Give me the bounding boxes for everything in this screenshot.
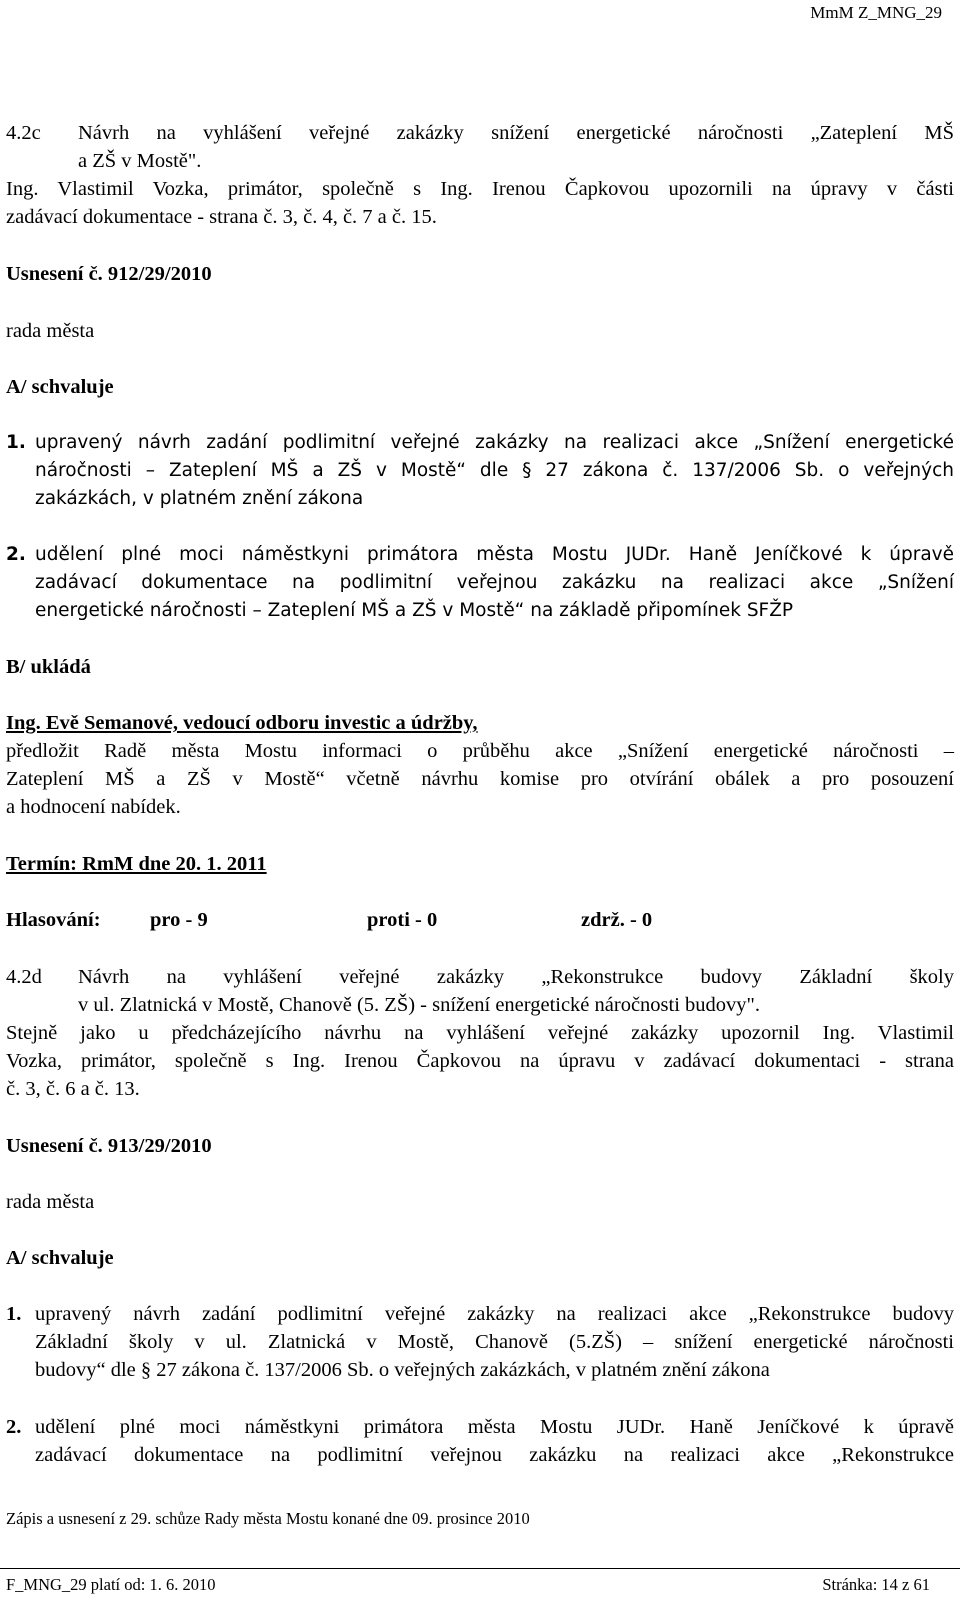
item-title-c bbox=[6, 119, 954, 175]
document-code: MmM Z_MNG_29 bbox=[810, 3, 942, 22]
resolution-number: Usnesení č. 913/29/2010 bbox=[6, 1135, 212, 1157]
point-number: 2. bbox=[6, 1416, 22, 1438]
imposes-heading: B/ ukládá bbox=[6, 656, 91, 678]
resolution-point-2 bbox=[6, 541, 954, 625]
point-line: zadávací dokumentace na podlimitní veřejnou zakázku na realizaci akce „Snížení bbox=[35, 572, 954, 593]
note-line: Stejně jako u předcházejícího návrhu na vyhlášení veřejné zakázky upozornil Ing. Vlastimil bbox=[6, 1022, 954, 1044]
footer-validity: F_MNG_29 platí od: 1. 6. 2010 bbox=[6, 1575, 216, 1594]
item-number: 4.2c bbox=[6, 122, 41, 144]
responsible-person: Ing. Evě Semanové, vedoucí odboru investic a údržby, bbox=[6, 712, 478, 734]
point-line: energetické náročnosti – Zateplení MŠ a ZŠ v Mostě“ na základě připomínek SFŽP bbox=[35, 600, 794, 621]
note-line: zadávací dokumentace - strana č. 3, č. 4, č. 7 a č. 15. bbox=[6, 206, 437, 228]
footer-divider bbox=[0, 1568, 960, 1569]
point-line: udělení plné moci náměstkyni primátora města Mostu JUDr. Haně Jeníčkové k úpravě bbox=[35, 544, 954, 565]
point-line: náročnosti – Zateplení MŠ a ZŠ v Mostě“ dle § 27 zákona č. 137/2006 Sb. o veřejných bbox=[35, 460, 954, 481]
point-line: zadávací dokumentace na podlimitní veřejnou zakázku na realizaci akce „Rekonstrukce bbox=[35, 1444, 954, 1466]
title-line: Návrh na vyhlášení veřejné zakázky snížení energetické náročnosti „Zateplení MŠ bbox=[78, 122, 954, 144]
council-label: rada města bbox=[6, 320, 95, 342]
resolution-point-1 bbox=[6, 429, 954, 513]
point-number: 1. bbox=[6, 432, 26, 453]
title-line: v ul. Zlatnická v Mostě, Chanově (5. ZŠ) - snížení energetické náročnosti budovy". bbox=[78, 994, 761, 1016]
note-line: Ing. Vlastimil Vozka, primátor, společně s Ing. Irenou Čapkovou upozornili na úpravy v části bbox=[6, 178, 954, 200]
note-line: Vozka, primátor, společně s Ing. Irenou Čapkovou na úpravu v zadávací dokumentaci - strana bbox=[6, 1050, 954, 1072]
task-line: předložit Radě města Mostu informaci o průběhu akce „Snížení energetické náročnosti – bbox=[6, 740, 954, 762]
vote-for: pro - 9 bbox=[150, 909, 208, 931]
title-line: a ZŠ v Mostě". bbox=[78, 150, 202, 172]
point-number: 1. bbox=[6, 1303, 22, 1325]
approves-heading: A/ schvaluje bbox=[6, 1247, 114, 1269]
task-line: Zateplení MŠ a ZŠ v Mostě“ včetně návrhu komise pro otvírání obálek a pro posouzení bbox=[6, 768, 954, 790]
resolution-number: Usnesení č. 912/29/2010 bbox=[6, 263, 212, 285]
approves-heading: A/ schvaluje bbox=[6, 376, 114, 398]
item-note-d bbox=[6, 1019, 954, 1103]
point-line: budovy“ dle § 27 zákona č. 137/2006 Sb. o veřejných zakázkách, v platném znění zákona bbox=[35, 1359, 770, 1381]
footer-minutes: Zápis a usnesení z 29. schůze Rady města Mostu konané dne 09. prosince 2010 bbox=[6, 1509, 530, 1528]
council-label: rada města bbox=[6, 1191, 95, 1213]
resolution-point-1 bbox=[6, 1300, 954, 1384]
note-line: č. 3, č. 6 a č. 13. bbox=[6, 1078, 140, 1100]
point-line: udělení plné moci náměstkyni primátora města Mostu JUDr. Haně Jeníčkové k úpravě bbox=[35, 1416, 954, 1438]
item-title-d bbox=[6, 963, 954, 1019]
item-number: 4.2d bbox=[6, 966, 42, 988]
title-line: Návrh na vyhlášení veřejné zakázky „Rekonstrukce budovy Základní školy bbox=[78, 966, 954, 988]
vote-against: proti - 0 bbox=[367, 909, 438, 931]
point-line: upravený návrh zadání podlimitní veřejné zakázky na realizaci akce „Rekonstrukce budovy bbox=[35, 1303, 954, 1325]
footer-page-number: Stránka: 14 z 61 bbox=[822, 1575, 930, 1594]
point-line: upravený návrh zadání podlimitní veřejné zakázky na realizaci akce „Snížení energetické bbox=[35, 432, 954, 453]
resolution-point-2 bbox=[6, 1413, 954, 1469]
deadline: Termín: RmM dne 20. 1. 2011 bbox=[6, 853, 267, 875]
task-block bbox=[6, 709, 954, 821]
point-number: 2. bbox=[6, 544, 26, 565]
vote-label: Hlasování: bbox=[6, 909, 101, 931]
point-line: Základní školy v ul. Zlatnická v Mostě, Chanově (5.ZŠ) – snížení energetické náročnosti bbox=[35, 1331, 954, 1353]
vote-abstain: zdrž. - 0 bbox=[581, 909, 653, 931]
task-line: a hodnocení nabídek. bbox=[6, 796, 181, 818]
item-note-c bbox=[6, 175, 954, 231]
point-line: zakázkách, v platném znění zákona bbox=[35, 488, 364, 509]
